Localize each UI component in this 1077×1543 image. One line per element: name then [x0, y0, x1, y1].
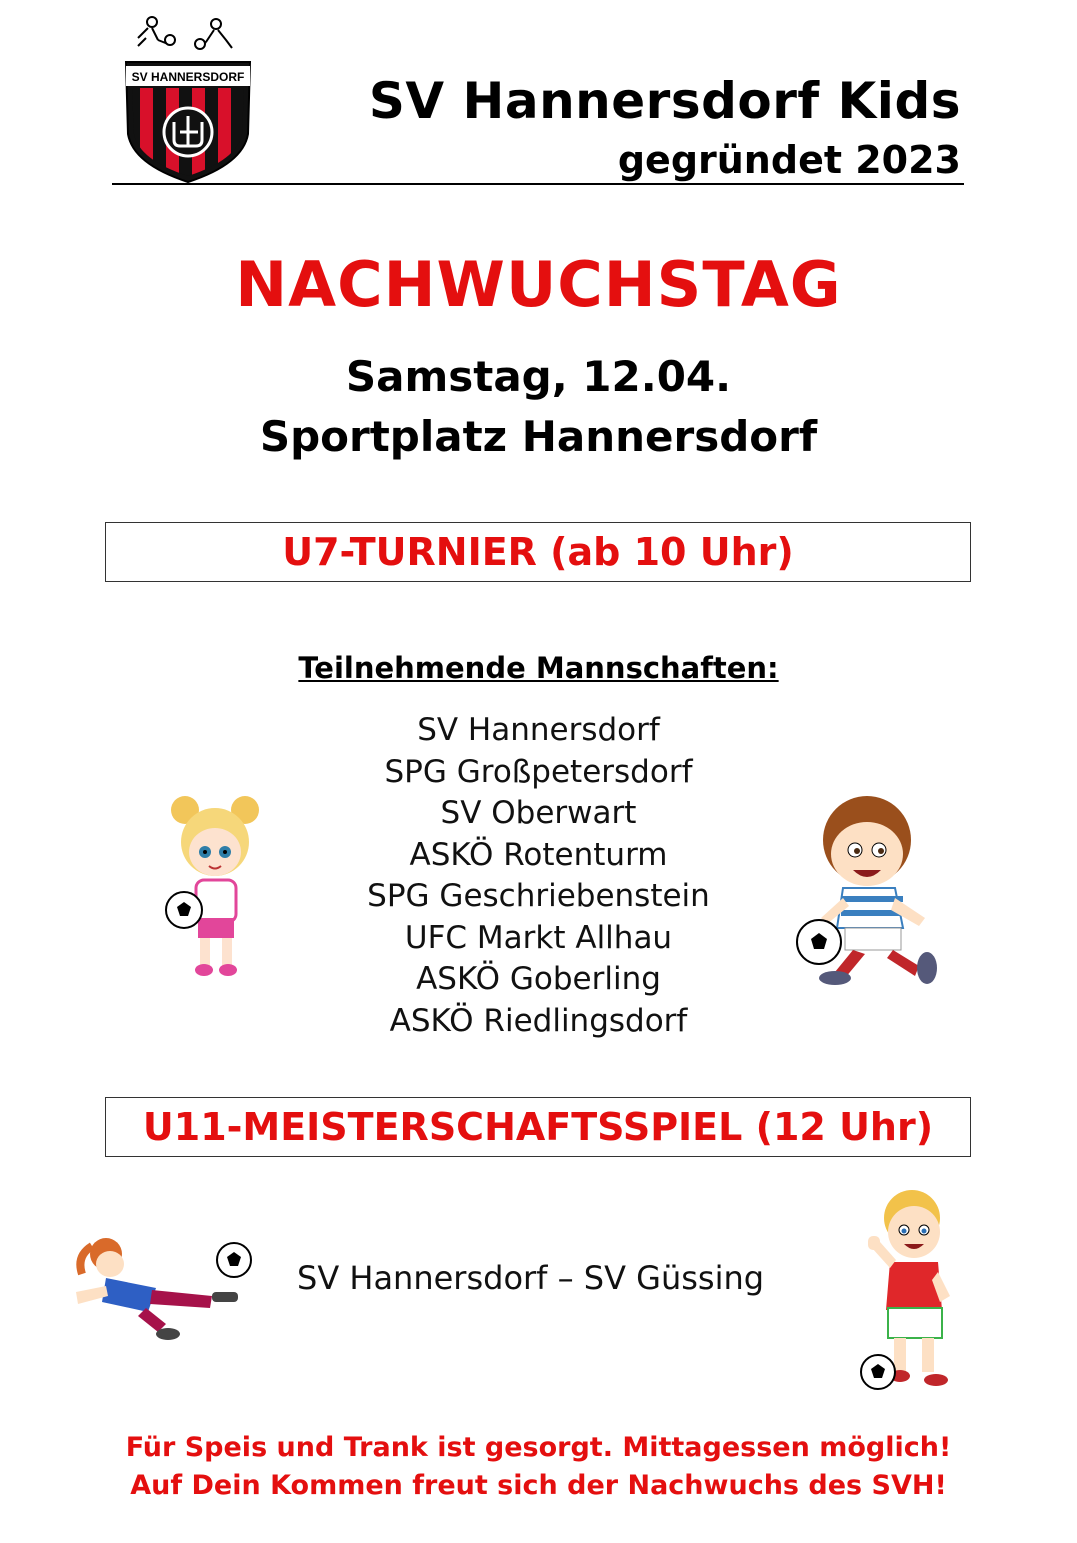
header-divider [112, 183, 964, 185]
team-item: SV Oberwart [440, 795, 637, 831]
event-venue: Sportplatz Hannersdorf [259, 412, 818, 461]
logo-text: SV HANNERSDORF [131, 70, 245, 84]
girl-kicking-ball-illustration [66, 1232, 256, 1347]
u7-tournament-banner: U7-TURNIER (ab 10 Uhr) [105, 522, 971, 582]
footer-food-note: Für Speis und Trank ist gesorgt. Mittagessen möglich! [125, 1432, 952, 1463]
event-title: NACHWUCHSTAG [235, 248, 842, 321]
teams-heading: Teilnehmende Mannschaften: [298, 651, 779, 685]
footer-welcome-note: Auf Dein Kommen freut sich der Nachwuchs des SVH! [130, 1470, 947, 1501]
team-item: UFC Markt Allhau [404, 919, 673, 956]
boy-running-with-ball-illustration [795, 792, 965, 988]
u11-match-banner: U11-MEISTERSCHAFTSSPIEL (12 Uhr) [105, 1097, 971, 1157]
club-crest-icon [118, 14, 258, 186]
girl-with-ball-illustration [160, 790, 270, 980]
match-pairing: SV Hannersdorf – SV Güssing [297, 1259, 765, 1297]
club-title: SV Hannersdorf Kids [368, 72, 961, 130]
team-item: ASKÖ Rotenturm [409, 836, 668, 873]
team-item: ASKÖ Goberling [416, 961, 661, 997]
team-item: SPG Geschriebenstein [367, 878, 710, 914]
event-date: Samstag, 12.04. [345, 352, 732, 401]
team-item: SV Hannersdorf [417, 712, 660, 748]
boy-thumbs-up-illustration [858, 1188, 958, 1393]
team-item: SPG Großpetersdorf [384, 753, 693, 790]
team-item: ASKÖ Riedlingsdorf [389, 1002, 688, 1039]
founded-year: gegründet 2023 [617, 138, 961, 182]
